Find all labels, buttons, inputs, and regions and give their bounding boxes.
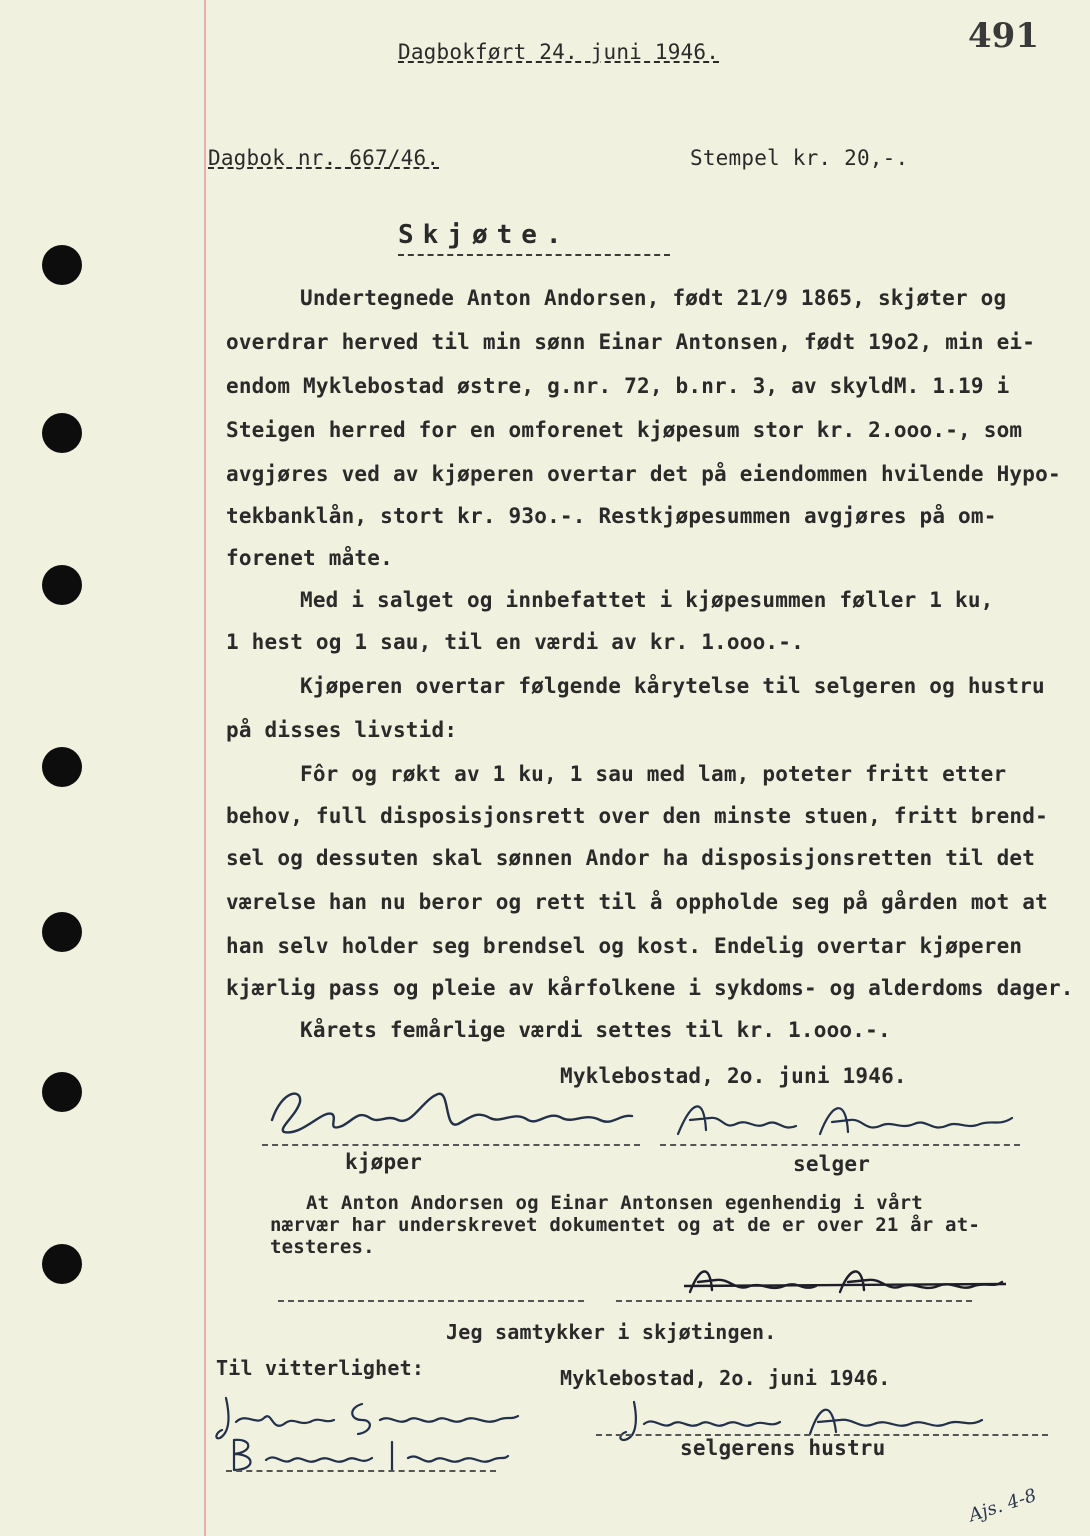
body-line: tekbanklån, stort kr. 93o.-. Restkjøpesummen avgjøres på om- bbox=[226, 504, 997, 528]
punch-hole bbox=[42, 1072, 82, 1112]
body-line: værelse han nu beror og rett til å oppholde seg på gården mot at bbox=[226, 890, 1048, 914]
attestation-line: nærvær har underskrevet dokumentet og at de er over 21 år at- bbox=[270, 1214, 980, 1236]
body-line: Steigen herred for en omforenet kjøpesum stor kr. 2.ooo.-, som bbox=[226, 418, 1023, 442]
stamp-fee: Stempel kr. 20,-. bbox=[690, 146, 909, 170]
title-underline bbox=[398, 254, 670, 256]
body-line: Undertegnede Anton Andorsen, født 21/9 1865, skjøter og bbox=[300, 286, 1007, 310]
body-line: kjærlig pass og pleie av kårfolkene i sykdoms- og alderdoms dager. bbox=[226, 976, 1074, 1000]
body-line: overdrar herved til min sønn Einar Antonsen, født 19o2, min ei- bbox=[226, 330, 1036, 354]
seller-signature-line bbox=[660, 1144, 1020, 1146]
seller-signature bbox=[670, 1090, 1020, 1150]
witness-line bbox=[226, 1470, 496, 1472]
buyer-signature-line bbox=[262, 1144, 640, 1146]
witness-line bbox=[616, 1300, 972, 1302]
punch-hole bbox=[42, 245, 82, 285]
place-date: Myklebostad, 2o. juni 1946. bbox=[560, 1064, 907, 1088]
body-line: behov, full disposisjonsrett over den minste stuen, fritt brend- bbox=[226, 804, 1048, 828]
witness-line bbox=[278, 1300, 584, 1302]
punch-hole bbox=[42, 413, 82, 453]
consent-text: Jeg samtykker i skjøtingen. bbox=[446, 1320, 777, 1344]
buyer-signature bbox=[262, 1080, 642, 1150]
body-line: 1 hest og 1 sau, til en værdi av kr. 1.ooo.-. bbox=[226, 630, 804, 654]
place-date: Myklebostad, 2o. juni 1946. bbox=[560, 1366, 891, 1390]
dagbok-number: Dagbok nr. 667/46. bbox=[208, 146, 440, 170]
punch-hole bbox=[42, 1244, 82, 1284]
margin-line bbox=[204, 0, 206, 1536]
punch-hole bbox=[42, 912, 82, 952]
body-line: endom Myklebostad østre, g.nr. 72, b.nr. 3, av skyldM. 1.19 i bbox=[226, 374, 1010, 398]
attestation-line: At Anton Andorsen og Einar Antonsen egenhendig i vårt bbox=[306, 1192, 923, 1214]
body-line: han selv holder seg brendsel og kost. Endelig overtar kjøperen bbox=[226, 934, 1023, 958]
witness-label: Til vitterlighet: bbox=[216, 1356, 425, 1380]
attestation-line: testeres. bbox=[270, 1236, 375, 1258]
punch-hole bbox=[42, 747, 82, 787]
witness-signature-2 bbox=[222, 1430, 512, 1480]
punch-hole bbox=[42, 565, 82, 605]
struck-signature bbox=[680, 1256, 1010, 1306]
dagbokfort-stamp: Dagbokført 24. juni 1946. bbox=[398, 40, 720, 64]
body-line: avgjøres ved av kjøperen overtar det på eiendommen hvilende Hypo- bbox=[226, 462, 1061, 486]
body-line: på disses livstid: bbox=[226, 718, 458, 742]
body-line: Med i salget og innbefattet i kjøpesummen føller 1 ku, bbox=[300, 588, 994, 612]
document-title: Skjøte. bbox=[398, 220, 571, 250]
body-line: Kjøperen overtar følgende kårytelse til selgeren og hustru bbox=[300, 674, 1045, 698]
wife-label: selgerens hustru bbox=[680, 1436, 886, 1460]
buyer-label: kjøper bbox=[345, 1150, 423, 1174]
page-number: 491 bbox=[968, 16, 1039, 56]
body-line: forenet måte. bbox=[226, 546, 393, 570]
body-line: Kårets femårlige værdi settes til kr. 1.ooo.-. bbox=[300, 1018, 891, 1042]
seller-label: selger bbox=[793, 1152, 871, 1176]
body-line: sel og dessuten skal sønnen Andor ha disposisjonsretten til det bbox=[226, 846, 1036, 870]
corner-mark: Ajs. 4-8 bbox=[966, 1484, 1040, 1527]
body-line: Fôr og røkt av 1 ku, 1 sau med lam, poteter fritt etter bbox=[300, 762, 1007, 786]
